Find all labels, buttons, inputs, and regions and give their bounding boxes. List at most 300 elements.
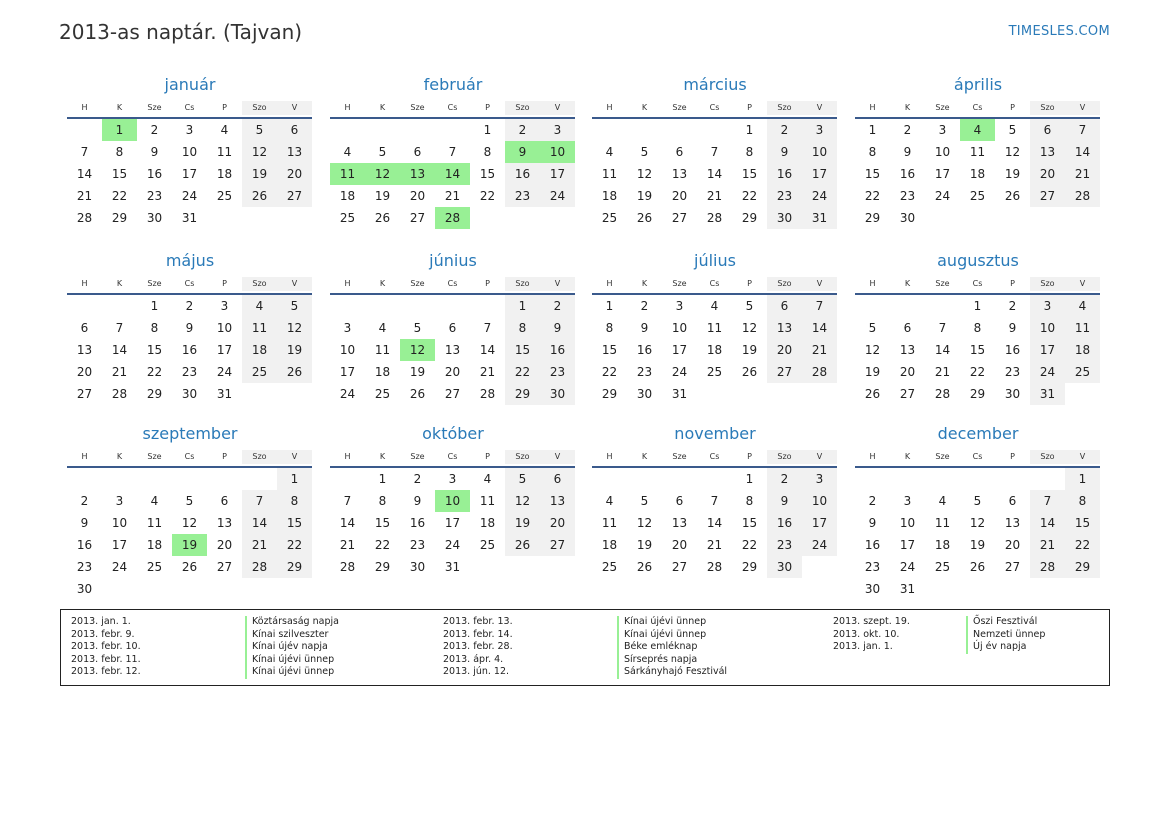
day-cell: 9	[868, 516, 877, 530]
day-cell: 9	[80, 516, 89, 530]
weekday-label: H	[606, 103, 613, 112]
weekday-label: P	[222, 279, 227, 288]
day-cell: 1	[745, 472, 754, 486]
weekday-label: V	[802, 277, 837, 291]
day-cell: 17	[181, 167, 198, 181]
day-cell: 3	[903, 494, 912, 508]
day-cell: 12	[636, 167, 653, 181]
day-cell: 17	[671, 343, 688, 357]
day-cell: 10	[1030, 317, 1065, 339]
weekday-label: Cs	[184, 279, 195, 288]
day-cell: 22	[277, 534, 312, 556]
empty-cell	[627, 468, 662, 490]
day-cell: 6	[413, 145, 422, 159]
empty-cell	[172, 578, 207, 600]
day-cell: 27	[540, 534, 575, 556]
legend-holiday-name: Sírseprés napja	[617, 654, 727, 667]
day-cell: 6	[277, 119, 312, 141]
day-cell: 26	[409, 387, 426, 401]
weekday-label: V	[277, 101, 312, 115]
day-cell: 20	[671, 538, 688, 552]
day-cell: 30	[181, 387, 198, 401]
day-cell: 12	[181, 516, 198, 530]
day-cell: 26	[969, 560, 986, 574]
empty-cell	[67, 295, 102, 317]
day-grid	[330, 468, 576, 578]
day-cell: 9	[767, 141, 802, 163]
day-cell: 7	[1065, 119, 1100, 141]
day-cell: 1	[505, 295, 540, 317]
legend-holiday-name: Sárkányhajó Fesztivál	[617, 666, 727, 679]
day-cell: 15	[601, 343, 618, 357]
weekday-label: Cs	[709, 103, 720, 112]
day-cell: 7	[115, 321, 124, 335]
empty-cell	[697, 119, 732, 141]
empty-cell	[102, 578, 137, 600]
empty-cell	[67, 119, 102, 141]
day-cell: 16	[540, 339, 575, 361]
weekday-label: H	[81, 279, 88, 288]
weekday-label: Sze	[672, 279, 687, 288]
weekday-label: Sze	[935, 452, 950, 461]
legend-date: 2013. febr. 10.	[71, 641, 141, 653]
empty-cell	[207, 578, 242, 600]
day-cell: 5	[413, 321, 422, 335]
day-cell: 12	[864, 343, 881, 357]
day-cell: 19	[636, 538, 653, 552]
day-cell: 7	[710, 494, 719, 508]
empty-cell	[67, 468, 102, 490]
day-cell: 8	[150, 321, 159, 335]
day-cell: 18	[479, 516, 496, 530]
day-cell: 23	[864, 560, 881, 574]
empty-cell	[277, 578, 312, 600]
day-cell: 8	[115, 145, 124, 159]
empty-cell	[890, 295, 925, 317]
day-cell: 17	[899, 538, 916, 552]
empty-cell	[1065, 383, 1100, 405]
day-cell: 10	[934, 145, 951, 159]
weekday-label: P	[1010, 279, 1015, 288]
day-cell: 16	[1004, 343, 1021, 357]
weekday-label: V	[277, 277, 312, 291]
day-cell: 27	[1004, 560, 1021, 574]
holiday-day-cell: 28	[435, 207, 470, 229]
day-cell: 28	[706, 560, 723, 574]
day-cell: 22	[741, 538, 758, 552]
day-cell: 15	[146, 343, 163, 357]
day-cell: 30	[146, 211, 163, 225]
empty-cell	[1030, 468, 1065, 490]
day-cell: 26	[864, 387, 881, 401]
weekday-label: P	[747, 452, 752, 461]
weekday-label: Szo	[767, 277, 802, 291]
day-cell: 29	[146, 387, 163, 401]
day-cell: 23	[899, 189, 916, 203]
day-cell: 12	[242, 141, 277, 163]
day-cell: 2	[540, 295, 575, 317]
day-cell: 12	[1004, 145, 1021, 159]
empty-cell	[242, 468, 277, 490]
day-cell: 1	[605, 299, 614, 313]
month-8	[67, 423, 313, 600]
day-cell: 25	[146, 560, 163, 574]
day-cell: 13	[540, 490, 575, 512]
day-cell: 5	[973, 494, 982, 508]
legend-date: 2013. febr. 13.	[443, 616, 513, 627]
day-cell: 10	[899, 516, 916, 530]
day-cell: 28	[339, 560, 356, 574]
day-cell: 26	[374, 211, 391, 225]
day-cell: 9	[413, 494, 422, 508]
legend-date: 2013. ápr. 4.	[443, 653, 504, 665]
weekday-label: Szo	[505, 277, 540, 291]
empty-cell	[505, 207, 540, 229]
weekday-label: V	[540, 450, 575, 464]
legend-holiday-name: Köztársaság napja	[245, 616, 339, 629]
legend-date: 2013. jan. 1.	[833, 641, 893, 653]
weekday-label: Sze	[147, 452, 162, 461]
day-cell: 20	[899, 365, 916, 379]
day-cell: 7	[1030, 490, 1065, 512]
day-cell: 20	[444, 365, 461, 379]
day-cell: 14	[1065, 141, 1100, 163]
weekday-header	[855, 277, 1101, 291]
empty-cell	[995, 578, 1030, 600]
empty-cell	[592, 468, 627, 490]
day-cell: 31	[444, 560, 461, 574]
weekday-label: V	[1065, 450, 1100, 464]
empty-cell	[925, 295, 960, 317]
month-name: október	[422, 424, 484, 443]
legend-dates-col	[71, 616, 141, 679]
day-cell: 27	[444, 387, 461, 401]
day-cell: 23	[767, 534, 802, 556]
day-cell: 6	[675, 145, 684, 159]
weekday-label: K	[641, 279, 648, 288]
day-cell: 4	[150, 494, 159, 508]
day-cell: 14	[706, 516, 723, 530]
month-name: szeptember	[142, 424, 238, 443]
day-cell: 13	[1030, 141, 1065, 163]
empty-cell	[697, 383, 732, 405]
weekday-header	[67, 450, 313, 464]
empty-cell	[400, 119, 435, 141]
weekday-label: H	[81, 103, 88, 112]
weekday-label: H	[869, 103, 876, 112]
month-name: február	[423, 75, 483, 94]
day-cell: 19	[409, 365, 426, 379]
day-cell: 15	[864, 167, 881, 181]
weekday-label: Szo	[767, 101, 802, 115]
day-cell: 18	[339, 189, 356, 203]
legend-holiday-name: Kínai szilveszter	[245, 629, 339, 642]
weekday-label: Cs	[972, 452, 983, 461]
day-cell: 3	[1030, 295, 1065, 317]
day-cell: 21	[242, 534, 277, 556]
day-cell: 23	[540, 361, 575, 383]
weekday-label: H	[869, 452, 876, 461]
day-cell: 17	[540, 163, 575, 185]
day-cell: 15	[277, 512, 312, 534]
month-name: június	[429, 251, 477, 270]
day-cell: 21	[802, 339, 837, 361]
empty-cell	[330, 119, 365, 141]
day-cell: 5	[242, 119, 277, 141]
legend-holiday-name: Kínai újévi ünnep	[245, 654, 339, 667]
day-cell: 10	[216, 321, 233, 335]
month-name: december	[937, 424, 1019, 443]
day-cell: 22	[374, 538, 391, 552]
legend-holiday-name: Őszi Fesztivál	[966, 616, 1045, 629]
day-cell: 23	[636, 365, 653, 379]
weekday-label: Sze	[147, 103, 162, 112]
day-cell: 6	[448, 321, 457, 335]
day-cell: 27	[671, 560, 688, 574]
day-cell: 4	[605, 494, 614, 508]
day-cell: 29	[969, 387, 986, 401]
day-cell: 2	[80, 494, 89, 508]
day-cell: 28	[111, 387, 128, 401]
day-cell: 8	[505, 317, 540, 339]
day-cell: 30	[899, 211, 916, 225]
day-cell: 21	[339, 538, 356, 552]
weekday-label: Sze	[672, 452, 687, 461]
empty-cell	[960, 468, 995, 490]
weekday-header	[592, 277, 838, 291]
day-cell: 6	[767, 295, 802, 317]
empty-cell	[925, 468, 960, 490]
weekday-label: V	[1065, 277, 1100, 291]
day-cell: 6	[540, 468, 575, 490]
day-cell: 20	[767, 339, 802, 361]
day-cell: 18	[242, 339, 277, 361]
day-cell: 11	[934, 516, 951, 530]
day-cell: 17	[339, 365, 356, 379]
weekday-label: H	[344, 103, 351, 112]
weekday-header	[67, 277, 313, 291]
day-cell: 29	[111, 211, 128, 225]
holiday-day-cell: 19	[172, 534, 207, 556]
legend-holiday-name: Kínai újév napja	[245, 641, 339, 654]
day-cell: 28	[1065, 185, 1100, 207]
day-cell: 26	[1004, 189, 1021, 203]
day-cell: 20	[540, 512, 575, 534]
day-cell: 4	[242, 295, 277, 317]
day-cell: 28	[242, 556, 277, 578]
day-cell: 9	[150, 145, 159, 159]
day-cell: 19	[969, 538, 986, 552]
day-cell: 4	[605, 145, 614, 159]
day-cell: 28	[934, 387, 951, 401]
day-cell: 5	[640, 145, 649, 159]
day-cell: 16	[864, 538, 881, 552]
day-cell: 3	[220, 299, 229, 313]
day-cell: 5	[868, 321, 877, 335]
day-cell: 26	[505, 534, 540, 556]
weekday-label: K	[904, 103, 911, 112]
day-cell: 15	[374, 516, 391, 530]
month-4	[67, 250, 313, 405]
day-cell: 14	[479, 343, 496, 357]
weekday-label: P	[485, 103, 490, 112]
day-cell: 17	[216, 343, 233, 357]
day-cell: 31	[1030, 383, 1065, 405]
site-link[interactable]: TIMESLES.COM	[1008, 24, 1110, 39]
day-cell: 26	[636, 211, 653, 225]
day-cell: 20	[1004, 538, 1021, 552]
day-cell: 22	[1065, 534, 1100, 556]
weekday-label: P	[485, 452, 490, 461]
legend-date: 2013. jún. 12.	[443, 666, 510, 678]
day-cell: 25	[216, 189, 233, 203]
day-cell: 29	[864, 211, 881, 225]
empty-cell	[137, 468, 172, 490]
day-cell: 1	[1065, 468, 1100, 490]
day-cell: 3	[802, 119, 837, 141]
day-cell: 17	[1030, 339, 1065, 361]
day-cell: 6	[675, 494, 684, 508]
day-cell: 27	[899, 387, 916, 401]
day-cell: 20	[277, 163, 312, 185]
weekday-header	[330, 277, 576, 291]
weekday-header	[592, 101, 838, 115]
empty-cell	[1030, 207, 1065, 229]
holiday-day-cell: 4	[960, 119, 995, 141]
day-cell: 13	[216, 516, 233, 530]
weekday-label: Sze	[147, 279, 162, 288]
weekday-label: Sze	[410, 279, 425, 288]
day-grid	[67, 468, 313, 600]
day-cell: 22	[601, 365, 618, 379]
day-grid	[855, 468, 1101, 600]
day-cell: 19	[277, 339, 312, 361]
legend-date: 2013. febr. 11.	[71, 653, 141, 665]
day-cell: 11	[479, 494, 496, 508]
month-2	[592, 74, 838, 229]
day-cell: 22	[479, 189, 496, 203]
day-cell: 7	[938, 321, 947, 335]
day-cell: 23	[146, 189, 163, 203]
day-cell: 25	[479, 538, 496, 552]
day-cell: 31	[899, 582, 916, 596]
empty-cell	[662, 119, 697, 141]
day-cell: 13	[444, 343, 461, 357]
day-cell: 17	[444, 516, 461, 530]
month-0	[67, 74, 313, 229]
empty-cell	[802, 383, 837, 405]
day-cell: 2	[505, 119, 540, 141]
day-cell: 14	[339, 516, 356, 530]
day-cell: 13	[767, 317, 802, 339]
day-cell: 26	[181, 560, 198, 574]
empty-cell	[855, 468, 890, 490]
weekday-label: Cs	[709, 279, 720, 288]
day-cell: 14	[111, 343, 128, 357]
empty-cell	[207, 207, 242, 229]
weekday-label: P	[222, 452, 227, 461]
day-cell: 21	[934, 365, 951, 379]
empty-cell	[662, 468, 697, 490]
day-cell: 24	[540, 185, 575, 207]
day-cell: 4	[220, 123, 229, 137]
weekday-label: K	[379, 103, 386, 112]
day-cell: 21	[1030, 534, 1065, 556]
day-cell: 20	[409, 189, 426, 203]
legend-date: 2013. febr. 9.	[71, 628, 135, 640]
holiday-day-cell: 13	[400, 163, 435, 185]
day-cell: 20	[216, 538, 233, 552]
day-cell: 27	[1030, 185, 1065, 207]
day-cell: 8	[378, 494, 387, 508]
empty-cell	[1065, 578, 1100, 600]
day-cell: 14	[242, 512, 277, 534]
day-cell: 12	[969, 516, 986, 530]
legend-holiday-name: Új év napja	[966, 641, 1045, 654]
empty-cell	[1030, 578, 1065, 600]
legend-holiday-name: Kínai újévi ünnep	[245, 666, 339, 679]
empty-cell	[242, 383, 277, 405]
day-cell: 19	[242, 163, 277, 185]
day-cell: 4	[938, 494, 947, 508]
weekday-header	[67, 101, 313, 115]
weekday-label: K	[641, 103, 648, 112]
empty-cell	[277, 383, 312, 405]
holiday-legend	[60, 609, 1110, 686]
empty-cell	[960, 578, 995, 600]
day-cell: 13	[1004, 516, 1021, 530]
empty-cell	[505, 556, 540, 578]
holiday-day-cell: 12	[365, 163, 400, 185]
day-cell: 24	[181, 189, 198, 203]
weekday-label: Cs	[972, 103, 983, 112]
legend-date: 2013. jan. 1.	[71, 616, 131, 627]
day-cell: 8	[605, 321, 614, 335]
day-cell: 7	[80, 145, 89, 159]
weekday-label: K	[116, 452, 123, 461]
month-name: április	[953, 75, 1003, 94]
day-cell: 21	[444, 189, 461, 203]
day-cell: 14	[76, 167, 93, 181]
empty-cell	[470, 556, 505, 578]
day-cell: 11	[969, 145, 986, 159]
day-cell: 15	[111, 167, 128, 181]
weekday-label: P	[222, 103, 227, 112]
legend-date: 2013. febr. 12.	[71, 666, 141, 678]
day-cell: 4	[378, 321, 387, 335]
day-cell: 19	[741, 343, 758, 357]
day-cell: 5	[745, 299, 754, 313]
day-cell: 2	[640, 299, 649, 313]
weekday-label: Szo	[505, 450, 540, 464]
day-cell: 23	[767, 185, 802, 207]
month-10	[592, 423, 838, 578]
empty-cell	[960, 207, 995, 229]
day-cell: 17	[111, 538, 128, 552]
day-cell: 25	[242, 361, 277, 383]
day-cell: 3	[448, 472, 457, 486]
day-cell: 11	[146, 516, 163, 530]
day-cell: 18	[601, 189, 618, 203]
weekday-label: Szo	[1030, 101, 1065, 115]
empty-cell	[540, 556, 575, 578]
day-cell: 3	[802, 468, 837, 490]
empty-cell	[102, 295, 137, 317]
empty-cell	[207, 468, 242, 490]
weekday-label: Szo	[505, 101, 540, 115]
day-cell: 8	[745, 145, 754, 159]
day-cell: 25	[339, 211, 356, 225]
